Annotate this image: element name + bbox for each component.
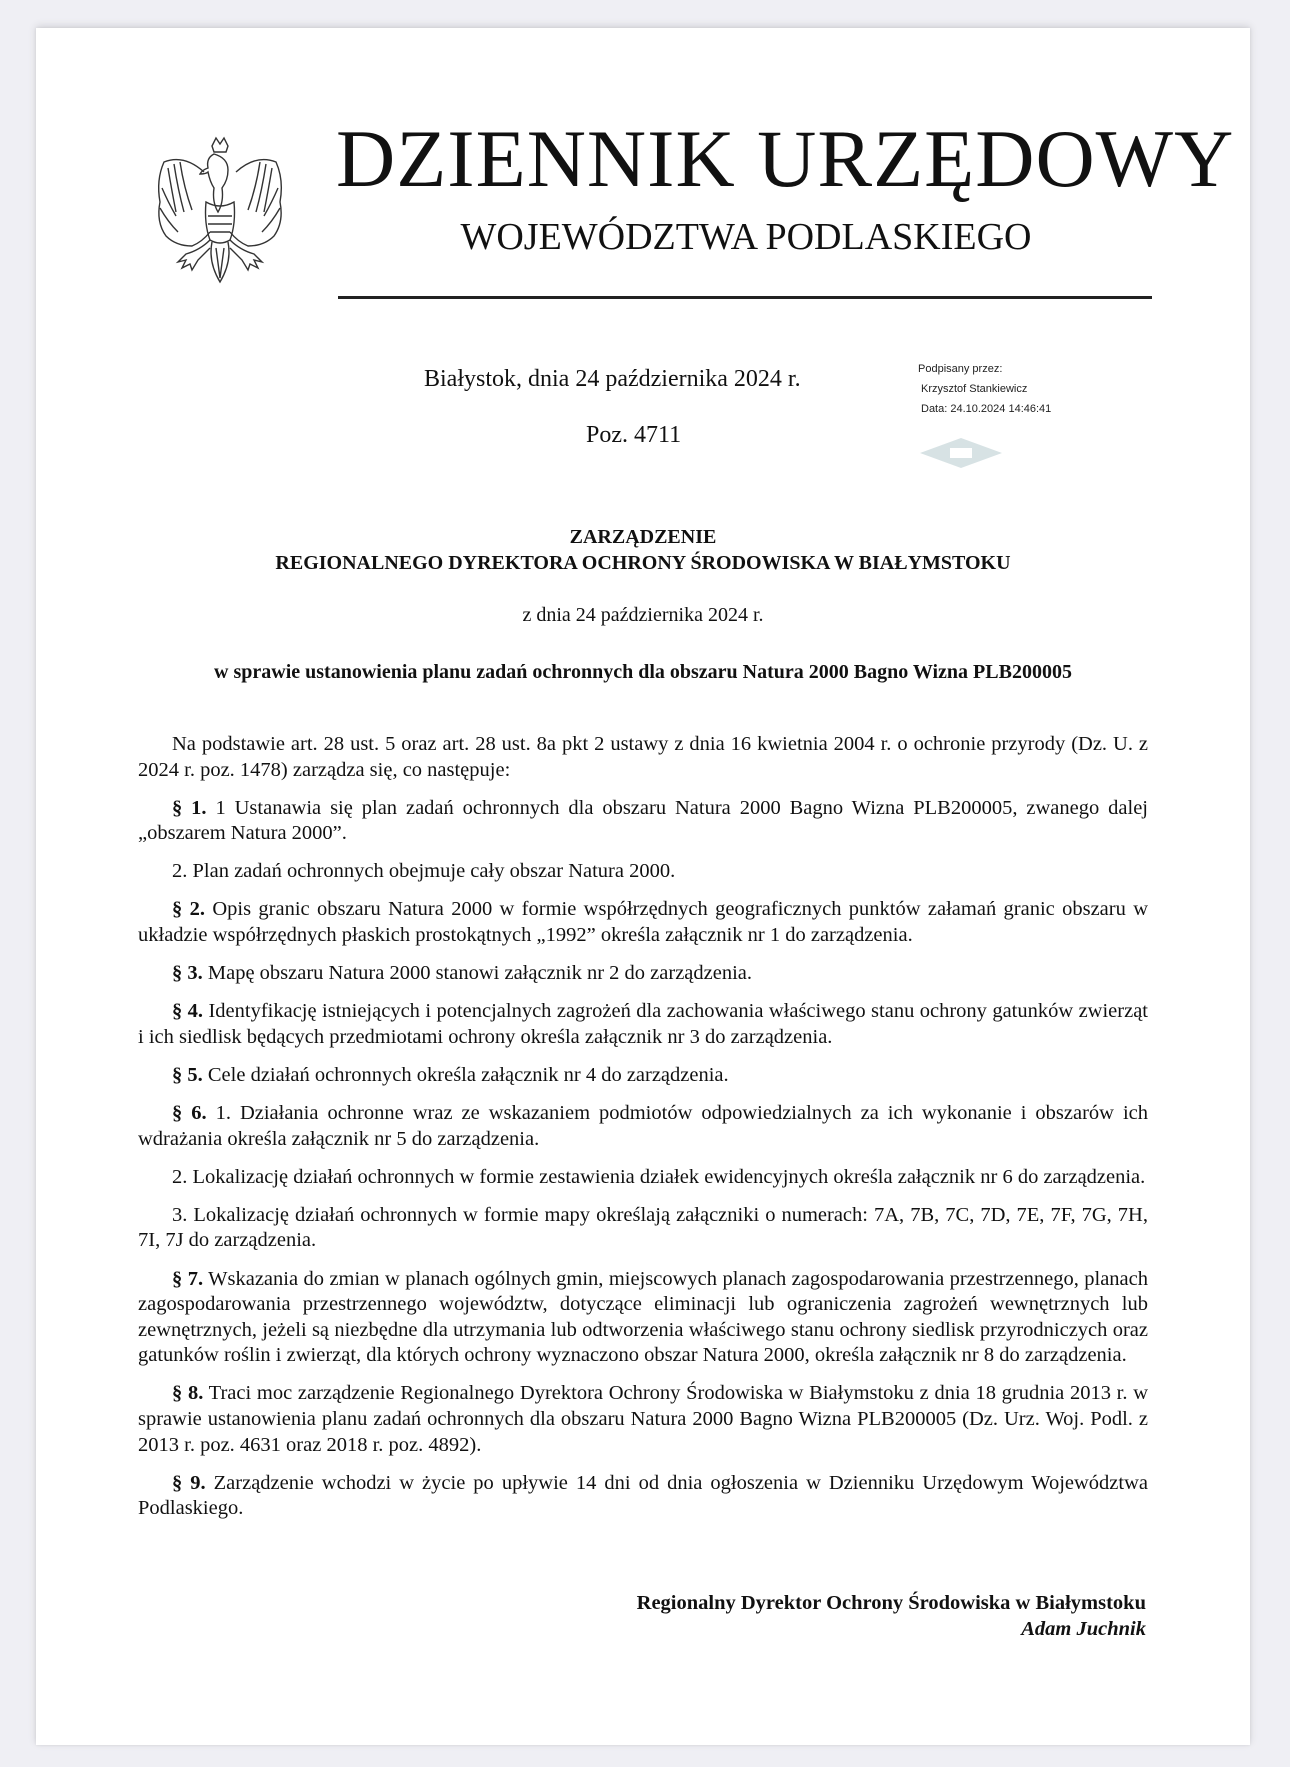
paragraph-text: 1. Działania ochronne wraz ze wskazaniem podmiotów odpowiedzialnych za ich wykonanie i obszarów ich wdrażania określa załącznik nr 5 do zarządzenia. xyxy=(138,1102,1148,1150)
act-type: ZARZĄDZENIE xyxy=(569,526,717,548)
paragraph-text: 1 Ustanawia się plan zadań ochronnych dla obszaru Natura 2000 Bagno Wizna PLB200005, zwanego dalej „obszarem Natura 2000”. xyxy=(138,796,1149,845)
document-page xyxy=(36,28,1250,1745)
paragraph xyxy=(138,1101,1148,1152)
paragraph-text: Traci moc zarządzenie Regionalnego Dyrektora Ochrony Środowiska w Białymstoku z dnia 18 grudnia 2013 r. w sprawie ustanowienia planu zadań ochronnych dla obszaru Natura 2000 Bagno Wizna PLB200005 (Dz. Urz. Woj. Podl. z 2013 r. poz. 4631 oraz 2018 r. poz. 4892). xyxy=(138,1382,1149,1456)
paragraph-label: § 7. xyxy=(172,1267,204,1290)
paragraph-text: 2. Plan zadań ochronnych obejmuje cały obszar Natura 2000. xyxy=(172,860,676,883)
paragraph xyxy=(138,1063,1148,1089)
paragraph-text: Zarządzenie wchodzi w życie po upływie 14 dni od dnia ogłoszenia w Dzienniku Urzędowym Województwa Podlaskiego. xyxy=(138,1471,1148,1520)
act-subject: w sprawie ustanowienia planu zadań ochronnych dla obszaru Natura 2000 Bagno Wizna PLB200005 xyxy=(214,661,1072,683)
paragraph xyxy=(138,1203,1148,1254)
paragraph-label: § 3. xyxy=(172,962,203,985)
paragraph-label: § 2. xyxy=(172,898,205,921)
paragraph-text: 2. Lokalizację działań ochronnych w formie zestawienia działek ewidencyjnych określa załącznik nr 6 do zarządzenia. xyxy=(172,1165,1146,1188)
paragraph-text: 3. Lokalizację działań ochronnych w formie mapy określają załączniki o numerach: 7A, 7B, 7C, 7D, 7E, 7F, 7G, 7H, 7I, 7J do zarządzenia. xyxy=(138,1203,1148,1252)
act-body xyxy=(138,732,1148,1534)
act-date: z dnia 24 października 2024 r. xyxy=(522,604,764,626)
journal-subtitle: WOJEWÓDZTWA PODLASKIEGO xyxy=(460,216,1032,258)
paragraph xyxy=(138,1165,1148,1191)
paragraph-label: § 4. xyxy=(172,1000,204,1023)
paragraph xyxy=(138,999,1148,1050)
signer-block xyxy=(637,1591,1146,1642)
header-divider xyxy=(338,296,1152,299)
paragraph xyxy=(138,961,1148,987)
signature-label: Podpisany przez: xyxy=(918,363,1003,375)
act-heading xyxy=(136,524,1150,576)
paragraph-text: Identyfikację istniejących i potencjalnych zagrożeń dla zachowania właściwego stanu ochrony gatunków zwierząt i ich siedlisk będących przedmiotami ochrony określa załącznik nr 3 do zarządzenia. xyxy=(138,1000,1149,1048)
paragraph xyxy=(138,1381,1148,1458)
paragraph-label: § 1. xyxy=(172,796,207,819)
paragraph-text: Cele działań ochronnych określa załącznik nr 4 do zarządzenia. xyxy=(202,1063,729,1086)
paragraph-text: Na podstawie art. 28 ust. 5 oraz art. 28 ust. 8a pkt 2 ustawy z dnia 16 kwietnia 2004 r. o ochronie przyrody (Dz. U. z 2024 r. poz. 1478) zarządza się, co następuje: xyxy=(138,733,1148,781)
signer-name: Adam Juchnik xyxy=(1021,1617,1146,1640)
paragraph-label: § 5. xyxy=(172,1063,203,1086)
paragraph-label: § 8. xyxy=(172,1382,204,1405)
polish-eagle-emblem-icon xyxy=(144,132,296,288)
paragraph-text: Mapę obszaru Natura 2000 stanowi załącznik nr 2 do zarządzenia. xyxy=(202,962,753,985)
paragraph-label: § 9. xyxy=(172,1471,206,1494)
paragraph xyxy=(138,732,1148,783)
paragraph-text: Opis granic obszaru Natura 2000 w formie współrzędnych geograficznych punktów załamań granic obszaru w układzie współrzędnych płaskich prostokątnych „1992” określa załącznik nr 1 do zarządzenia. xyxy=(138,898,1149,947)
signature-seal-icon xyxy=(916,436,1006,470)
signature-name: Krzysztof Stankiewicz xyxy=(921,383,1028,395)
paragraph-text: Wskazania do zmian w planach ogólnych gmin, miejscowych planach zagospodarowania przestrzennego, planach zagospodarowania przestrzennego województw, dotyczące eliminacji lub ograniczenia zagrożeń wewnętrznych lub zewnętrznych, jeżeli są niezbędne dla utrzymania lub odtworzenia właściwego stanu ochrony siedlisk przyrodniczych oraz gatunków roślin i zwierząt, dla których ochrony wyznaczono obszar Natura 2000, określa załącznik nr 8 do zarządzenia. xyxy=(138,1267,1149,1367)
act-issuer: REGIONALNEGO DYREKTORA OCHRONY ŚRODOWISKA W BIAŁYMSTOKU xyxy=(275,552,1011,574)
paragraph xyxy=(138,1471,1148,1522)
paragraph-label: § 6. xyxy=(172,1102,207,1125)
journal-title: DZIENNIK URZĘDOWY xyxy=(336,113,1235,204)
paragraph xyxy=(138,897,1148,948)
paragraph xyxy=(138,859,1148,885)
paragraph xyxy=(138,1267,1148,1369)
electronic-signature xyxy=(918,359,1051,419)
signature-date: Data: 24.10.2024 14:46:41 xyxy=(921,403,1052,415)
signer-title: Regionalny Dyrektor Ochrony Środowiska w Białymstoku xyxy=(636,1592,1146,1614)
position-number: Poz. 4711 xyxy=(586,422,682,448)
paragraph xyxy=(138,796,1148,847)
place-date: Białystok, dnia 24 października 2024 r. xyxy=(424,366,801,392)
